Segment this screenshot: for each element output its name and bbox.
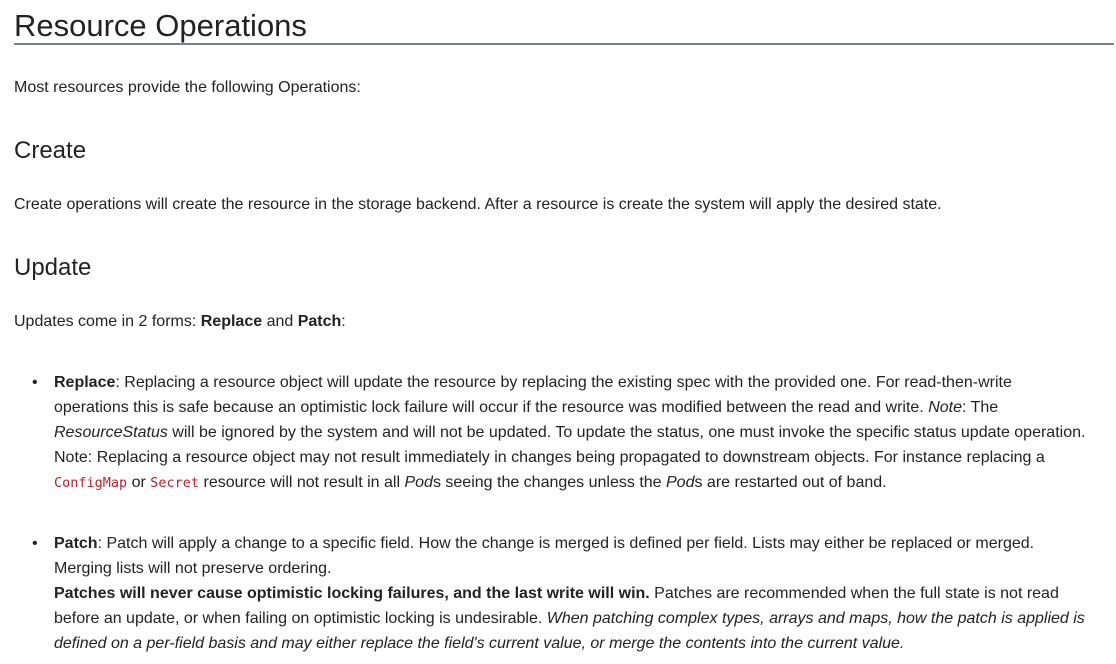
patch-label: Patch (54, 535, 98, 552)
patch-line-2: Merging lists will not preserve ordering. (54, 560, 332, 577)
replace-resource-status: ResourceStatus (54, 424, 168, 441)
create-heading: Create (14, 137, 87, 164)
replace-text-5c: s are restarted out of band. (694, 474, 887, 491)
patch-bold-statement: Patches will never cause optimistic locking failures, and the last write will win. (54, 585, 650, 602)
patch-line-5 (54, 631, 1116, 656)
update-intro-patch: Patch (297, 313, 342, 330)
replace-text-2b: : The (962, 399, 999, 416)
patch-text-3: Patches are recommended when the full state is not read (649, 585, 1059, 602)
intro-text: Most resources provide the following Operations: (14, 79, 361, 96)
update-intro-replace: Replace (200, 313, 263, 330)
replace-line-2 (54, 395, 1116, 420)
replace-note: Note (928, 399, 963, 416)
replace-line-5 (54, 470, 1116, 496)
update-intro-prefix: Updates come in 2 forms: (14, 313, 201, 330)
patch-italic-5: defined on a per-field basis and may either replace the field's current value, or merge the contents into the current value. (54, 635, 905, 652)
replace-line-4: Note: Replacing a resource object may not result immediately in changes being propagated to downstream objects. For instance replacing a (54, 449, 1045, 466)
update-intro-suffix: : (341, 313, 346, 330)
replace-line-3 (54, 420, 1116, 445)
title-underline (14, 43, 1114, 45)
replace-line-1 (54, 370, 1116, 395)
patch-line-3 (54, 581, 1116, 606)
list-bullet: • (32, 535, 38, 552)
replace-label: Replace (54, 374, 116, 391)
replace-text-5a: resource will not result in all (199, 474, 405, 491)
patch-text-4: before an update, or when failing on optimistic locking is undesirable. (54, 610, 547, 627)
update-intro (14, 309, 346, 334)
replace-text-5b: s seeing the changes unless the (432, 474, 666, 491)
replace-pods-1: Pod (404, 474, 433, 491)
update-heading: Update (14, 254, 92, 281)
code-secret: Secret (150, 475, 200, 491)
patch-line-4 (54, 606, 1116, 631)
replace-text-3: will be ignored by the system and will not be updated. To update the status, one must invoke the specific status update operation. (167, 424, 1086, 441)
patch-italic-4: When patching complex types, arrays and maps, how the patch is applied is (546, 610, 1085, 627)
page-title: Resource Operations (14, 8, 307, 43)
patch-text-1: : Patch will apply a change to a specific field. How the change is merged is defined per field. Lists may either be replaced or merged. (97, 535, 1035, 552)
replace-pods-2: Pod (666, 474, 695, 491)
patch-line-1 (54, 531, 1116, 556)
replace-text-2: operations this is safe because an optimistic lock failure will occur if the resource was modified between the read and write. (54, 399, 929, 416)
replace-text-1: : Replacing a resource object will update the resource by replacing the existing spec with the provided one. For read-then-write (115, 374, 1012, 391)
code-configmap: ConfigMap (54, 475, 128, 491)
replace-or: or (127, 474, 151, 491)
list-item-replace (54, 370, 1116, 496)
list-item-patch (54, 531, 1116, 656)
update-intro-and: and (262, 313, 298, 330)
create-text: Create operations will create the resource in the storage backend. After a resource is create the system will apply the desired state. (14, 196, 942, 213)
list-bullet: • (32, 374, 38, 391)
